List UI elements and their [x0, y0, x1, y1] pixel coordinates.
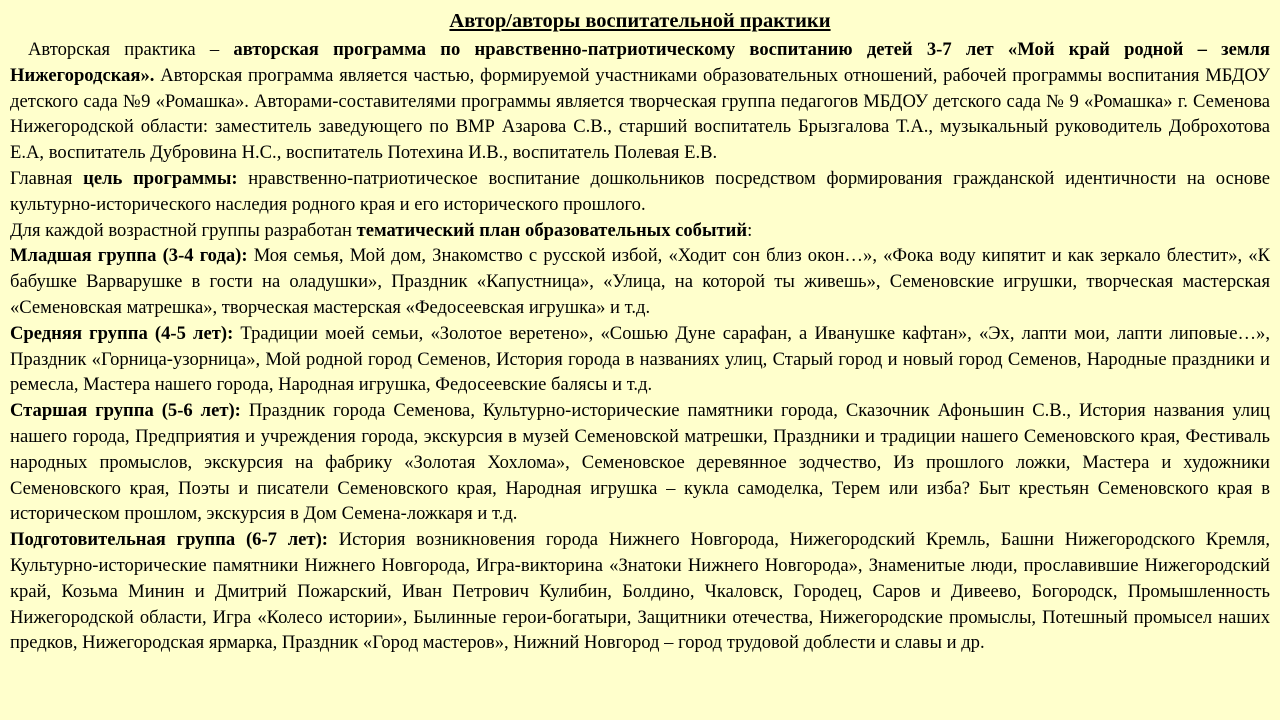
authors-lead: Авторская практика –	[28, 39, 234, 60]
program-name: авторская программа по нравственно-патриотическому воспитанию детей 3-7 лет «Мой край родной – земля Нижегородская».	[10, 39, 1270, 86]
group-preparatory-text: История возникновения города Нижнего Новгорода, Нижегородский Кремль, Башни Нижегородского Кремля, Культурно-исторические памятники Нижнего Новгорода, Игра-викторина «Знатоки Нижнего Новгорода», Знаменитые люди, прославившие Нижегородский край, Козьма Минин и Дмитрий Пожарский, Иван Петрович Кулибин, Болдино, Чкаловск, Городец, Саров и Дивеево, Богородск, Промышленность Нижегородской области, Игра «Колесо истории», Былинные герои-богатыри, Защитники отечества, Нижегородские промыслы, Потешный промысел наших предков, Нижегородская ярмарка, Праздник «Город мастеров», Нижний Новгород – город трудовой доблести и славы и др.	[10, 529, 1270, 654]
group-senior-name: Старшая группа (5-6 лет):	[10, 400, 241, 422]
group-preparatory	[10, 527, 1270, 656]
plan-colon: :	[747, 219, 753, 241]
slide-body	[10, 37, 1270, 656]
goal-lead: Главная	[10, 167, 84, 189]
group-junior	[10, 243, 1270, 320]
group-middle-text: Традиции моей семьи, «Золотое веретено», «Сошью Дуне сарафан, а Иванушке кафтан», «Эх, лапти мои, лапти липовые…», Праздник «Горница-узорница», Мой родной город Семенов, История города в названиях улиц, Старый город и новый город Семенов, Народные праздники и ремесла, Мастера нашего города, Народная игрушка, Федосеевские балясы и т.д.	[10, 322, 1270, 396]
authors-text: Авторская программа является частью, формируемой участниками образовательных отношений, рабочей программы воспитания МБДОУ детского сада №9 «Ромашка». Авторами-составителями программы является творческая группа педагогов МБДОУ детского сада № 9 «Ромашка» г. Семенова Нижегородской области: заместитель заведующего по ВМР Азарова С.В., старший воспитатель Брызгалова Т.А., музыкальный руководитель Доброхотова Е.А, воспитатель Дубровина Н.С., воспитатель Потехина И.В., воспитатель Полевая Е.В.	[10, 64, 1270, 164]
paragraph-plan	[10, 218, 1270, 244]
group-preparatory-name: Подготовительная группа (6-7 лет):	[10, 529, 328, 551]
group-junior-text: Моя семья, Мой дом, Знакомство с русской избой, «Ходит сон близ окон…», «Фока воду кипятит и как зеркало блестит», «К бабушке Варварушке в гости на оладушки», Праздник «Капустница», «Улица, на которой ты живешь», Семеновские игрушки, творческая мастерская «Семеновская матрешка», творческая мастерская «Федосеевская игрушка» и т.д.	[10, 245, 1270, 318]
group-senior-text: Праздник города Семенова, Культурно-исторические памятники города, Сказочник Афоньшин С.В., История названия улиц нашего города, Предприятия и учреждения города, экскурсия в музей Семеновской матрешки, Праздники и традиции нашего Семеновского края, Фестиваль народных промыслов, экскурсия на фабрику «Золотая Хохлома», Семеновское деревянное зодчество, Из прошлого ложки, Мастера и художники Семеновского края, Поэты и писатели Семеновского края, Народная игрушка – кукла самоделка, Терем или изба? Быт крестьян Семеновского края в историческом прошлом, экскурсия в Дом Семена-ложкаря и т.д.	[10, 400, 1270, 525]
plan-label: тематический план образовательных событий	[356, 219, 748, 241]
goal-text: нравственно-патриотическое воспитание дошкольников посредством формирования гражданской идентичности на основе культурно-исторического наследия родного края и его исторического прошлого.	[10, 167, 1270, 215]
paragraph-authors	[10, 37, 1270, 166]
group-senior	[10, 398, 1270, 527]
goal-label: цель программы:	[83, 167, 238, 189]
slide-title: Автор/авторы воспитательной практики	[449, 10, 831, 32]
plan-lead: Для каждой возрастной группы разработан	[10, 219, 357, 241]
group-middle	[10, 321, 1270, 398]
group-middle-name: Средняя группа (4-5 лет):	[10, 322, 234, 344]
group-junior-name: Младшая группа (3-4 года):	[10, 245, 248, 267]
paragraph-goal	[10, 166, 1270, 218]
